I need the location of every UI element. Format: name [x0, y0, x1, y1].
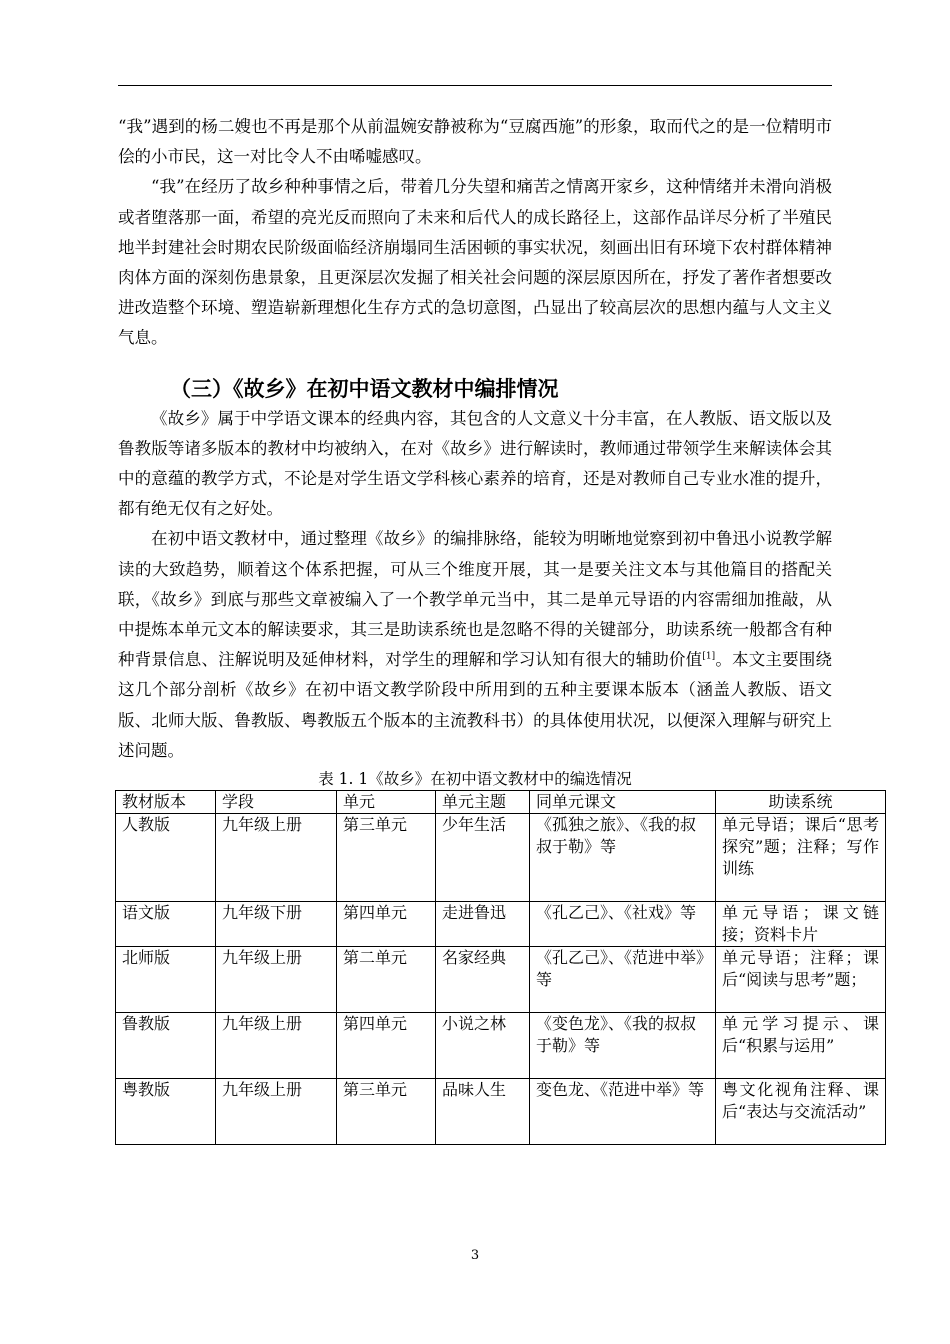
table-cell: 小说之林	[436, 1013, 530, 1079]
header-cell: 学段	[216, 791, 337, 814]
table-cell: 第三单元	[337, 1079, 436, 1145]
table-cell: 《变色龙》、《我的叔叔于勒》等	[530, 1013, 716, 1079]
table-cell: 九年级上册	[216, 1079, 337, 1145]
table-cell: 名家经典	[436, 947, 530, 1013]
citation-marker[interactable]: [1]	[702, 651, 716, 662]
body-paragraph	[118, 524, 832, 766]
table-cell: 鲁教版	[116, 1013, 216, 1079]
header-cell: 同单元课文	[530, 791, 716, 814]
table-cell: 九年级上册	[216, 947, 337, 1013]
table-cell: 粤文化视角注释、课后“表达与交流活动”	[716, 1079, 886, 1145]
table-cell: 第三单元	[337, 814, 436, 902]
table-cell: 人教版	[116, 814, 216, 902]
table-row	[116, 814, 886, 902]
body-paragraph: 《故乡》属于中学语文课本的经典内容，其包含的人文意义十分丰富，在人教版、语文版以及鲁教版等诸多版本的教材中均被纳入，在对《故乡》进行解读时，教师通过带领学生来解读体会其中的意蕴的教学方式，不论是对学生语文学科核心素养的培育，还是对教师自己专业水准的提升，都有绝无仅有之好处。	[118, 408, 832, 519]
table-row	[116, 1013, 886, 1079]
header-cell: 单元	[337, 791, 436, 814]
table-cell: 单元导语；课后“思考探究”题；注释；写作训练	[716, 814, 886, 902]
table-row	[116, 1079, 886, 1145]
page-content	[118, 112, 879, 1145]
body-paragraph: “我”在经历了故乡种种事情之后，带着几分失望和痛苦之情离开家乡，这种情绪并未滑向消极或者堕落那一面，希望的亮光反而照向了未来和后代人的成长路径上，这部作品详尽分析了半殖民地半封建社会时期农民阶级面临经济崩塌同生活困顿的事实状况，刻画出旧有环境下农村群体精神肉体方面的深刻伤患景象，且更深层次发掘了相关社会问题的深层原因所在，抒发了著作者想要改进改造整个环境、塑造崭新理想化生存方式的急切意图，凸显出了较高层次的思想内蕴与人文主义气息。	[118, 177, 832, 348]
paragraph-text: 。本文主要围绕这几个部分剖析《故乡》在初中语文教学阶段中所用到的五种主要课本版本（涵盖人教版、语文版、北师大版、鲁教版、粤教版五个版本的主流教科书）的具体使用状况，以便深入理解与研究上述问题。	[118, 650, 833, 760]
table-header-row	[116, 791, 886, 814]
table-cell: 九年级上册	[216, 814, 337, 902]
body-paragraph: “我”遇到的杨二嫂也不再是那个从前温婉安静被称为“豆腐西施”的形象，取而代之的是一位精明市侩的小市民，这一对比令人不由唏嘘感叹。	[118, 117, 832, 167]
table-cell: 《孔乙己》、《社戏》等	[530, 902, 716, 947]
table-row	[116, 947, 886, 1013]
table-cell: 《孤独之旅》、《我的叔叔于勒》等	[530, 814, 716, 902]
table-cell: 第四单元	[337, 1013, 436, 1079]
table-cell: 单元学习提示、课后“积累与运用”	[716, 1013, 886, 1079]
table-caption: 表 1. 1《故乡》在初中语文教材中的编选情况	[318, 770, 632, 789]
table-cell: 品味人生	[436, 1079, 530, 1145]
page-number: 3	[470, 1248, 480, 1263]
table-cell: 北师版	[116, 947, 216, 1013]
header-cell: 教材版本	[116, 791, 216, 814]
table-cell: 变色龙、《范进中举》等	[530, 1079, 716, 1145]
paragraph-text: 在初中语文教材中，通过整理《故乡》的编排脉络，能较为明晰地觉察到初中鲁迅小说教学解读的大致趋势，顺着这个体系把握，可从三个维度开展，其一是要关注文本与其他篇目的搭配关联，《故乡》到底与那些文章被编入了一个教学单元当中，其二是单元导语的内容需细加推敲，从中提炼本单元文本的解读要求，其三是助读系统也是忽略不得的关键部分，助读系统一般都含有种种背景信息、注解说明及延伸材料，对学生的理解和学习认知有很大的辅助价值	[118, 529, 832, 670]
table-cell: 《孔乙己》、《范进中举》等	[530, 947, 716, 1013]
table-cell: 第二单元	[337, 947, 436, 1013]
table-cell: 语文版	[116, 902, 216, 947]
header-cell: 助读系统	[716, 791, 886, 814]
table-cell: 粤教版	[116, 1079, 216, 1145]
header-rule	[118, 85, 832, 86]
textbook-table	[115, 790, 886, 1145]
table-cell: 单元导语；课文链接；资料卡片	[716, 902, 886, 947]
table-cell: 第四单元	[337, 902, 436, 947]
table-row	[116, 902, 886, 947]
table-cell: 少年生活	[436, 814, 530, 902]
section-heading: （三）《故乡》在初中语文教材中编排情况	[170, 376, 559, 401]
table-cell: 九年级下册	[216, 902, 337, 947]
table-cell: 走进鲁迅	[436, 902, 530, 947]
table-cell: 九年级上册	[216, 1013, 337, 1079]
table-cell: 单元导语；注释；课后“阅读与思考”题；	[716, 947, 886, 1013]
header-cell: 单元主题	[436, 791, 530, 814]
